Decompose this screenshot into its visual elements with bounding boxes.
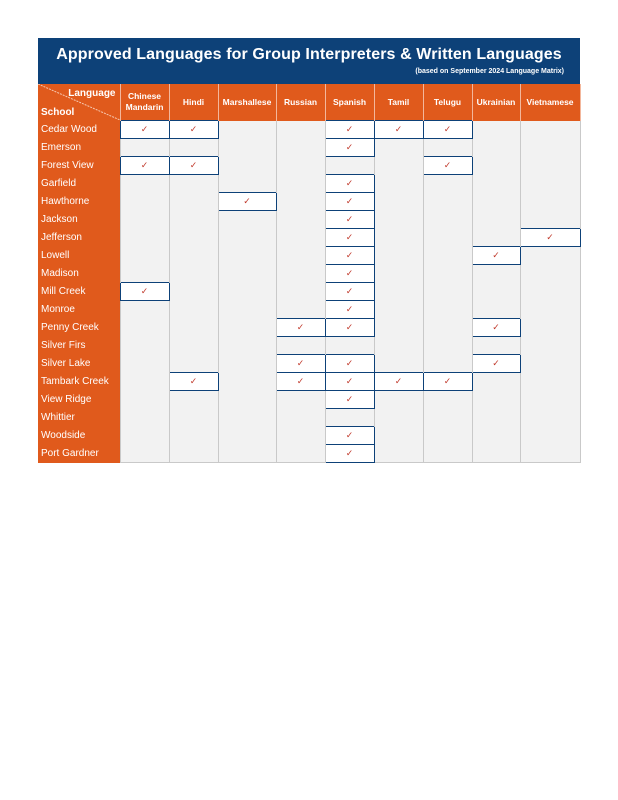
- checkmark-icon: ✓: [345, 376, 354, 386]
- empty-cell: [472, 391, 520, 409]
- approved-cell: [472, 355, 520, 373]
- empty-cell: [218, 265, 276, 283]
- empty-cell: [218, 409, 276, 427]
- empty-cell: [520, 247, 580, 265]
- language-header: [472, 84, 520, 121]
- checkmark-icon: ✓: [492, 322, 500, 332]
- empty-cell: [520, 391, 580, 409]
- empty-cell: [325, 409, 374, 427]
- empty-cell: [325, 157, 374, 175]
- language-header: [520, 84, 580, 121]
- checkmark-icon: ✓: [345, 196, 354, 206]
- checkmark-icon: ✓: [492, 250, 500, 260]
- checkmark-icon: ✓: [443, 376, 452, 386]
- approved-cell: [520, 229, 580, 247]
- empty-cell: [374, 265, 423, 283]
- title-banner: [38, 38, 580, 84]
- approved-cell: [218, 193, 276, 211]
- empty-cell: [218, 337, 276, 355]
- empty-cell: [169, 391, 218, 409]
- empty-cell: [520, 373, 580, 391]
- empty-cell: [276, 337, 325, 355]
- empty-cell: [169, 337, 218, 355]
- empty-cell: [120, 139, 169, 157]
- empty-cell: [520, 409, 580, 427]
- checkmark-icon: ✓: [189, 160, 198, 170]
- empty-cell: [374, 355, 423, 373]
- approved-cell: [120, 121, 169, 139]
- empty-cell: [423, 229, 472, 247]
- empty-cell: [472, 229, 520, 247]
- empty-cell: [120, 301, 169, 319]
- empty-cell: [374, 139, 423, 157]
- checkmark-icon: ✓: [443, 160, 452, 170]
- approved-cell: [423, 157, 472, 175]
- empty-cell: [218, 301, 276, 319]
- language-header: [423, 84, 472, 121]
- language-matrix-sheet: [38, 38, 580, 463]
- approved-cell: [325, 265, 374, 283]
- empty-cell: [120, 427, 169, 445]
- empty-cell: [276, 229, 325, 247]
- empty-cell: [374, 445, 423, 463]
- empty-cell: [218, 175, 276, 193]
- empty-cell: [374, 193, 423, 211]
- empty-cell: [520, 265, 580, 283]
- empty-cell: [169, 283, 218, 301]
- empty-cell: [276, 427, 325, 445]
- approved-cell: [423, 373, 472, 391]
- approved-cell: [325, 391, 374, 409]
- checkmark-icon: ✓: [140, 124, 149, 134]
- table-row: [38, 175, 580, 193]
- empty-cell: [374, 283, 423, 301]
- empty-cell: [276, 445, 325, 463]
- language-header: [325, 84, 374, 121]
- empty-cell: [423, 445, 472, 463]
- empty-cell: [276, 175, 325, 193]
- checkmark-icon: ✓: [345, 304, 354, 314]
- table-row: [38, 265, 580, 283]
- checkmark-icon: ✓: [140, 286, 149, 296]
- school-name: Silver Firs: [38, 337, 120, 355]
- empty-cell: [120, 391, 169, 409]
- empty-cell: [218, 211, 276, 229]
- approved-cell: [325, 121, 374, 139]
- school-name: Tambark Creek: [38, 373, 120, 391]
- language-header-label: Mandarin: [125, 102, 164, 112]
- approved-cell: [325, 445, 374, 463]
- empty-cell: [218, 121, 276, 139]
- table-row: [38, 301, 580, 319]
- checkmark-icon: ✓: [189, 124, 198, 134]
- empty-cell: [218, 427, 276, 445]
- empty-cell: [520, 283, 580, 301]
- empty-cell: [472, 175, 520, 193]
- empty-cell: [472, 157, 520, 175]
- checkmark-icon: ✓: [492, 358, 500, 368]
- empty-cell: [169, 319, 218, 337]
- school-name: Lowell: [38, 247, 120, 265]
- empty-cell: [472, 409, 520, 427]
- checkmark-icon: ✓: [345, 214, 354, 224]
- empty-cell: [218, 391, 276, 409]
- approved-cell: [325, 319, 374, 337]
- table-row: [38, 409, 580, 427]
- table-row: [38, 391, 580, 409]
- approved-cell: [472, 247, 520, 265]
- approved-cell: [169, 157, 218, 175]
- language-header-label: Ukrainian: [476, 96, 516, 107]
- empty-cell: [120, 193, 169, 211]
- approved-cell: [325, 301, 374, 319]
- empty-cell: [520, 139, 580, 157]
- approved-cell: [325, 193, 374, 211]
- empty-cell: [374, 427, 423, 445]
- school-name: Cedar Wood: [38, 121, 120, 139]
- approved-cell: [276, 373, 325, 391]
- empty-cell: [276, 283, 325, 301]
- empty-cell: [472, 139, 520, 157]
- empty-cell: [374, 229, 423, 247]
- approved-cell: [325, 247, 374, 265]
- checkmark-icon: ✓: [546, 232, 554, 242]
- approved-cell: [374, 121, 423, 139]
- language-header-label: Hindi: [182, 96, 205, 107]
- table-row: [38, 355, 580, 373]
- empty-cell: [374, 391, 423, 409]
- empty-cell: [120, 247, 169, 265]
- empty-cell: [169, 247, 218, 265]
- empty-cell: [520, 211, 580, 229]
- empty-cell: [169, 229, 218, 247]
- approved-cell: [423, 121, 472, 139]
- corner-header: [38, 84, 120, 121]
- empty-cell: [169, 175, 218, 193]
- empty-cell: [374, 175, 423, 193]
- empty-cell: [423, 409, 472, 427]
- checkmark-icon: ✓: [345, 322, 354, 332]
- checkmark-icon: ✓: [394, 376, 403, 386]
- language-header-label: Telugu: [433, 96, 462, 107]
- language-header: [276, 84, 325, 121]
- empty-cell: [218, 319, 276, 337]
- school-name: View Ridge: [38, 391, 120, 409]
- checkmark-icon: ✓: [345, 286, 354, 296]
- empty-cell: [276, 301, 325, 319]
- empty-cell: [520, 301, 580, 319]
- page-title: Approved Languages for Group Interpreters & Written Languages: [56, 46, 562, 63]
- checkmark-icon: ✓: [296, 358, 305, 368]
- empty-cell: [169, 355, 218, 373]
- approved-cell: [325, 427, 374, 445]
- school-name: Jackson: [38, 211, 120, 229]
- empty-cell: [520, 337, 580, 355]
- table-row: [38, 121, 580, 139]
- empty-cell: [472, 427, 520, 445]
- checkmark-icon: ✓: [394, 124, 403, 134]
- school-name: Port Gardner: [38, 445, 120, 463]
- approved-cell: [374, 373, 423, 391]
- table-row: [38, 319, 580, 337]
- language-header: [120, 84, 169, 121]
- empty-cell: [120, 409, 169, 427]
- empty-cell: [520, 121, 580, 139]
- empty-cell: [120, 175, 169, 193]
- approved-cell: [120, 157, 169, 175]
- language-header: [374, 84, 423, 121]
- approved-cell: [325, 175, 374, 193]
- empty-cell: [276, 157, 325, 175]
- empty-cell: [169, 265, 218, 283]
- checkmark-icon: ✓: [345, 232, 354, 242]
- table-row: [38, 247, 580, 265]
- empty-cell: [218, 355, 276, 373]
- language-header-label: Russian: [283, 96, 318, 107]
- checkmark-icon: ✓: [296, 322, 305, 332]
- page-subtitle: (based on September 2024 Language Matrix): [415, 68, 564, 75]
- language-table: [38, 84, 581, 463]
- empty-cell: [325, 337, 374, 355]
- empty-cell: [520, 175, 580, 193]
- checkmark-icon: ✓: [345, 358, 354, 368]
- school-name: Penny Creek: [38, 319, 120, 337]
- empty-cell: [472, 121, 520, 139]
- empty-cell: [169, 193, 218, 211]
- empty-cell: [276, 193, 325, 211]
- empty-cell: [276, 265, 325, 283]
- empty-cell: [423, 211, 472, 229]
- checkmark-icon: ✓: [140, 160, 149, 170]
- approved-cell: [276, 319, 325, 337]
- table-row: [38, 193, 580, 211]
- empty-cell: [520, 445, 580, 463]
- school-name: Jefferson: [38, 229, 120, 247]
- empty-cell: [120, 373, 169, 391]
- empty-cell: [276, 139, 325, 157]
- approved-cell: [325, 139, 374, 157]
- empty-cell: [169, 139, 218, 157]
- checkmark-icon: ✓: [296, 376, 305, 386]
- checkmark-icon: ✓: [345, 142, 354, 152]
- empty-cell: [218, 247, 276, 265]
- school-name: Hawthorne: [38, 193, 120, 211]
- empty-cell: [423, 265, 472, 283]
- empty-cell: [472, 283, 520, 301]
- language-header-label: Spanish: [332, 96, 367, 107]
- language-header-label: Marshallese: [222, 96, 272, 107]
- empty-cell: [276, 211, 325, 229]
- school-name: Mill Creek: [38, 283, 120, 301]
- empty-cell: [374, 211, 423, 229]
- empty-cell: [423, 355, 472, 373]
- table-row: [38, 445, 580, 463]
- empty-cell: [520, 355, 580, 373]
- empty-cell: [423, 391, 472, 409]
- checkmark-icon: ✓: [243, 196, 251, 206]
- checkmark-icon: ✓: [345, 250, 354, 260]
- header-row: [38, 84, 580, 121]
- empty-cell: [472, 193, 520, 211]
- language-header: [218, 84, 276, 121]
- empty-cell: [120, 337, 169, 355]
- empty-cell: [169, 211, 218, 229]
- table-row: [38, 427, 580, 445]
- table-body: [38, 121, 580, 463]
- empty-cell: [520, 319, 580, 337]
- checkmark-icon: ✓: [345, 394, 354, 404]
- empty-cell: [423, 427, 472, 445]
- approved-cell: [325, 283, 374, 301]
- empty-cell: [276, 409, 325, 427]
- empty-cell: [120, 265, 169, 283]
- empty-cell: [218, 229, 276, 247]
- empty-cell: [120, 319, 169, 337]
- empty-cell: [218, 373, 276, 391]
- checkmark-icon: ✓: [443, 124, 452, 134]
- empty-cell: [423, 193, 472, 211]
- school-name: Emerson: [38, 139, 120, 157]
- school-name: Madison: [38, 265, 120, 283]
- checkmark-icon: ✓: [189, 376, 198, 386]
- checkmark-icon: ✓: [345, 124, 354, 134]
- approved-cell: [472, 319, 520, 337]
- language-header-label: Chinese: [127, 91, 162, 101]
- empty-cell: [276, 121, 325, 139]
- empty-cell: [374, 319, 423, 337]
- school-name: Garfield: [38, 175, 120, 193]
- empty-cell: [276, 391, 325, 409]
- empty-cell: [423, 139, 472, 157]
- empty-cell: [120, 355, 169, 373]
- empty-cell: [472, 211, 520, 229]
- empty-cell: [218, 445, 276, 463]
- school-axis-label: School: [41, 106, 75, 118]
- empty-cell: [218, 283, 276, 301]
- table-row: [38, 283, 580, 301]
- language-header: [169, 84, 218, 121]
- empty-cell: [218, 139, 276, 157]
- table-row: [38, 337, 580, 355]
- checkmark-icon: ✓: [345, 448, 354, 458]
- approved-cell: [169, 121, 218, 139]
- school-name: Silver Lake: [38, 355, 120, 373]
- school-name: Woodside: [38, 427, 120, 445]
- empty-cell: [120, 445, 169, 463]
- table-row: [38, 157, 580, 175]
- empty-cell: [423, 247, 472, 265]
- approved-cell: [325, 211, 374, 229]
- empty-cell: [520, 193, 580, 211]
- checkmark-icon: ✓: [345, 430, 354, 440]
- empty-cell: [423, 337, 472, 355]
- approved-cell: [169, 373, 218, 391]
- school-name: Monroe: [38, 301, 120, 319]
- approved-cell: [325, 229, 374, 247]
- empty-cell: [520, 427, 580, 445]
- empty-cell: [423, 175, 472, 193]
- table-row: [38, 139, 580, 157]
- empty-cell: [423, 283, 472, 301]
- empty-cell: [374, 157, 423, 175]
- empty-cell: [472, 445, 520, 463]
- table-row: [38, 229, 580, 247]
- empty-cell: [374, 409, 423, 427]
- empty-cell: [520, 157, 580, 175]
- empty-cell: [472, 265, 520, 283]
- empty-cell: [374, 247, 423, 265]
- empty-cell: [374, 337, 423, 355]
- language-header-label: Vietnamese: [526, 96, 574, 107]
- empty-cell: [169, 301, 218, 319]
- empty-cell: [120, 211, 169, 229]
- table-row: [38, 373, 580, 391]
- empty-cell: [472, 373, 520, 391]
- empty-cell: [423, 319, 472, 337]
- empty-cell: [218, 157, 276, 175]
- checkmark-icon: ✓: [345, 268, 354, 278]
- language-axis-label: Language: [68, 88, 116, 99]
- school-name: Forest View: [38, 157, 120, 175]
- empty-cell: [120, 229, 169, 247]
- approved-cell: [325, 355, 374, 373]
- empty-cell: [169, 409, 218, 427]
- school-name: Whittier: [38, 409, 120, 427]
- empty-cell: [472, 301, 520, 319]
- approved-cell: [325, 373, 374, 391]
- checkmark-icon: ✓: [345, 178, 354, 188]
- approved-cell: [276, 355, 325, 373]
- empty-cell: [276, 247, 325, 265]
- approved-cell: [120, 283, 169, 301]
- language-header-label: Tamil: [387, 96, 410, 107]
- empty-cell: [374, 301, 423, 319]
- table-row: [38, 211, 580, 229]
- empty-cell: [169, 427, 218, 445]
- empty-cell: [423, 301, 472, 319]
- empty-cell: [472, 337, 520, 355]
- empty-cell: [169, 445, 218, 463]
